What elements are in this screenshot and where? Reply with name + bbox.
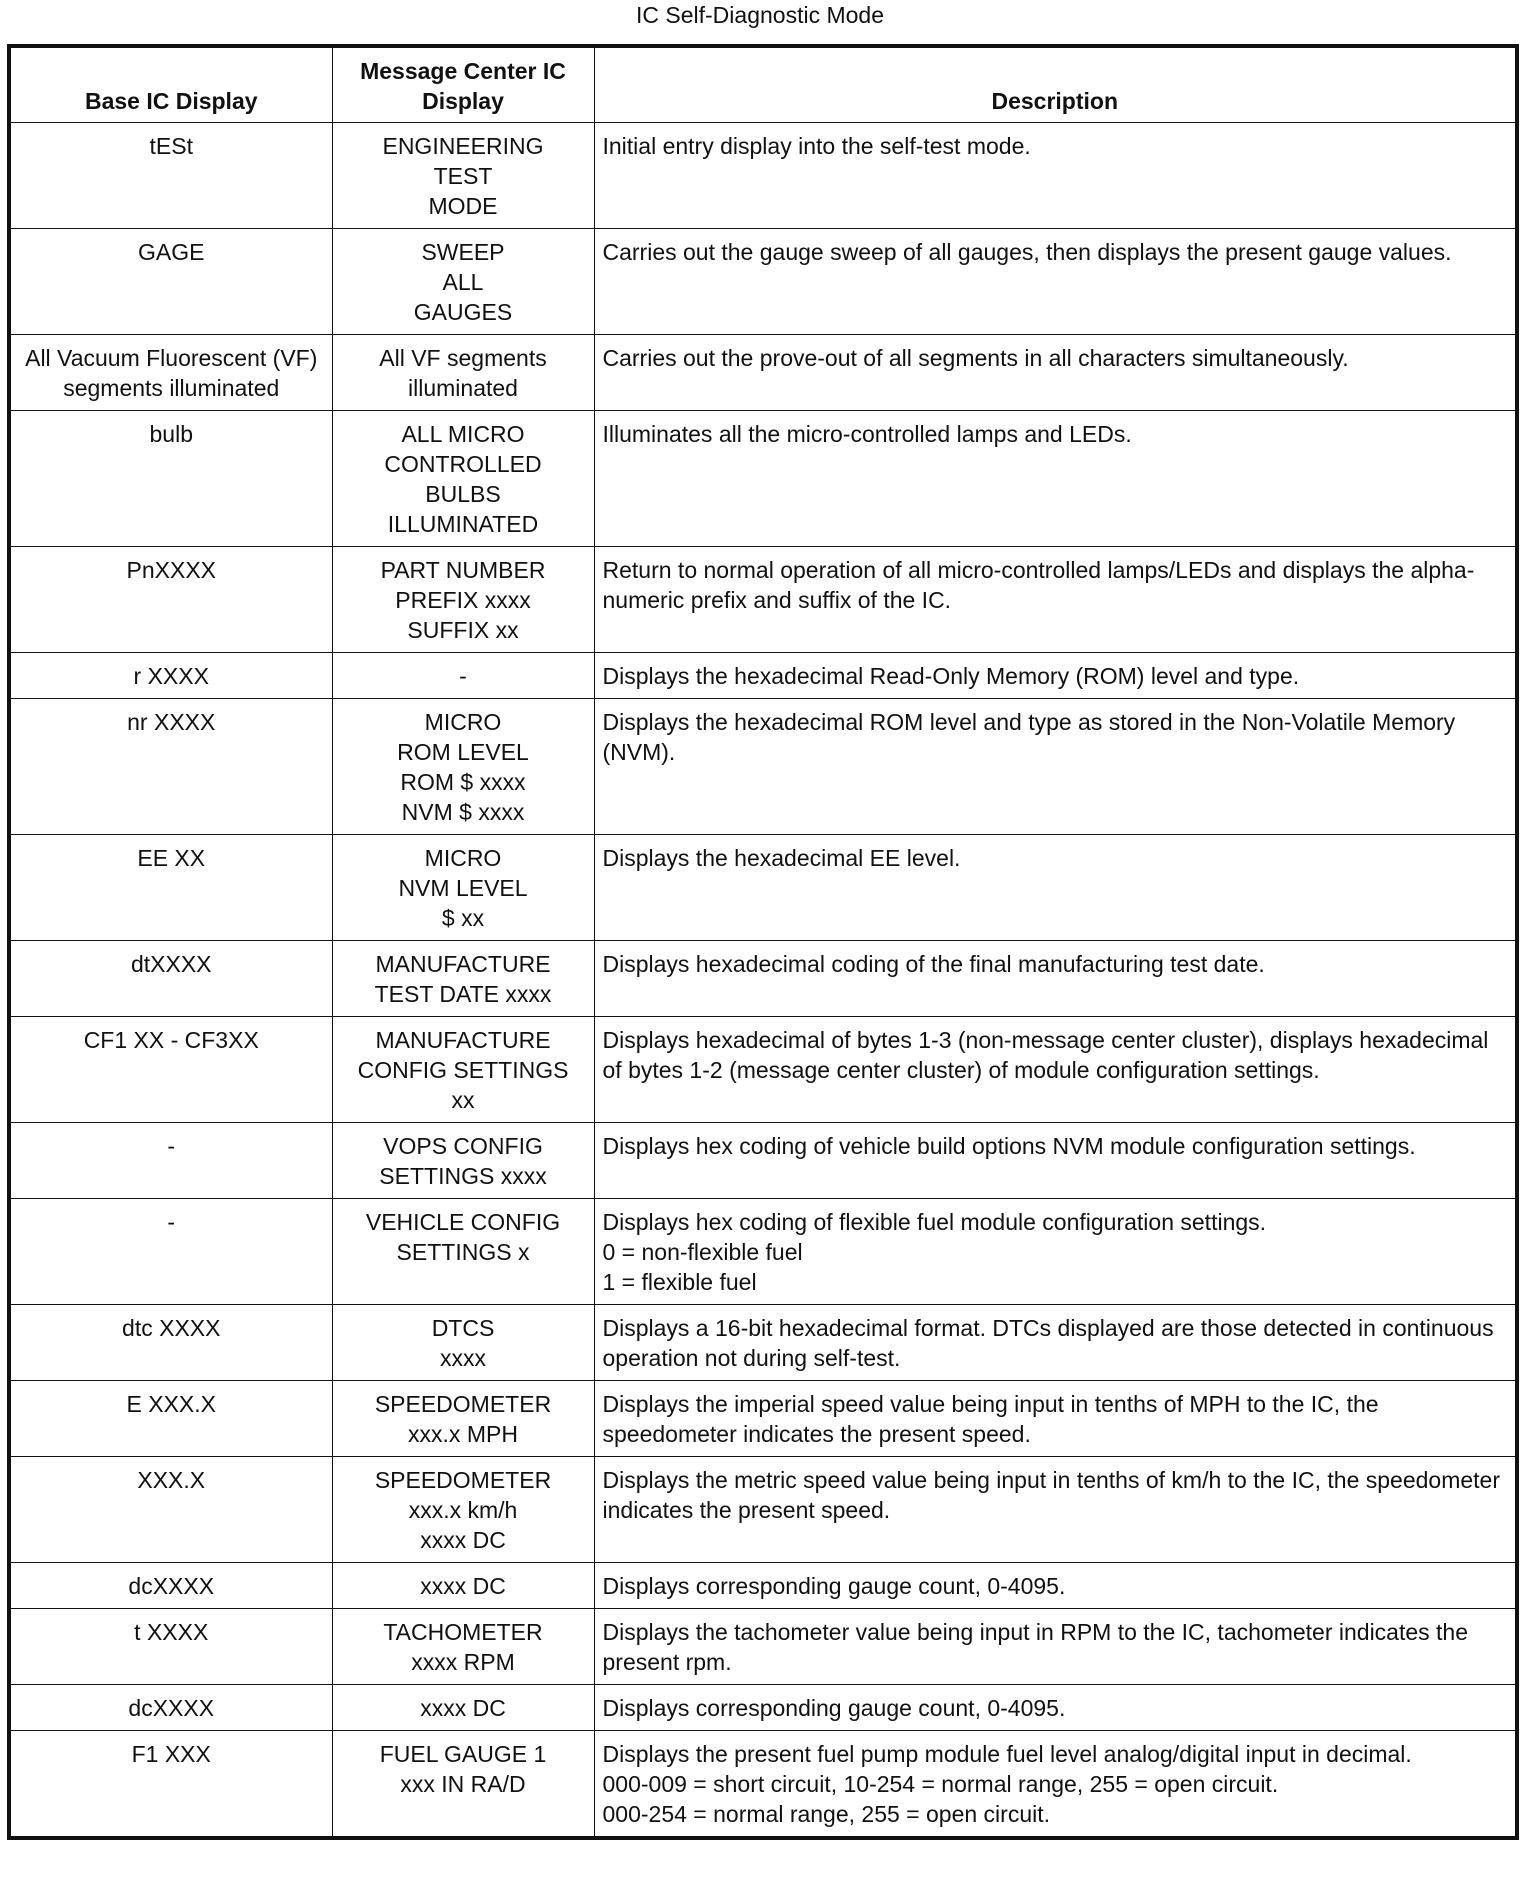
table-row [9,547,1517,653]
description-cell [594,335,1517,411]
cell-text-line: Displays hexadecimal coding of the final manufacturing test date. [602,951,1265,977]
cell-text-line: VOPS CONFIG [383,1133,543,1159]
table-header-row [9,46,1517,123]
cell-text-line: - [459,663,467,689]
cell-text-line: Displays the imperial speed value being input in tenths of MPH to the IC, the speedometer indicates the present speed. [602,1391,1379,1447]
cell-text-line: Return to normal operation of all micro-controlled lamps/LEDs and displays the alpha-numeric prefix and suffix of the IC. [602,557,1475,613]
cell-text-line: xxx.x km/h [408,1497,518,1523]
message-center-display-cell [332,335,594,411]
message-center-display-cell [332,835,594,941]
cell-text-line: xxxx DC [420,1695,506,1721]
cell-text-line: CONFIG SETTINGS [357,1057,569,1083]
cell-text-line: SETTINGS x [396,1239,530,1265]
cell-text-line: Displays corresponding gauge count, 0-4095. [602,1573,1066,1599]
message-center-display-cell [332,1123,594,1199]
description-cell [594,699,1517,835]
cell-text-line: nr XXXX [127,709,216,735]
description-cell [594,411,1517,547]
message-center-display-cell [332,547,594,653]
description-cell [594,1685,1517,1731]
base-ic-display-cell [9,547,332,653]
cell-text-line: MICRO [424,709,502,735]
cell-text-line: MANUFACTURE [375,951,551,977]
cell-text-line: EE XX [137,845,206,871]
cell-text-line: dtc XXXX [122,1315,221,1341]
base-ic-display-cell [9,653,332,699]
message-center-display-cell [332,653,594,699]
message-center-display-cell [332,699,594,835]
cell-text-line: tESt [149,133,193,159]
cell-text-line: ALL MICRO [401,421,525,447]
cell-text-line: SWEEP [421,239,505,265]
cell-text-line: Displays hex coding of flexible fuel module configuration settings. [602,1209,1267,1235]
message-center-display-cell [332,1563,594,1609]
cell-text-line: ROM $ xxxx [400,769,526,795]
cell-text-line: VEHICLE CONFIG [365,1209,561,1235]
cell-text-line: CONTROLLED [384,451,542,477]
message-center-display-cell [332,1731,594,1839]
cell-text-line: $ xx [441,905,485,931]
table-row [9,1123,1517,1199]
cell-text-line: TEST DATE xxxx [374,981,552,1007]
cell-text-line: PART NUMBER [380,557,546,583]
document-title: IC Self-Diagnostic Mode [636,2,884,28]
table-body [9,123,1517,1839]
cell-text-line: TACHOMETER [383,1619,543,1645]
cell-text-line: xxxx RPM [411,1649,515,1675]
cell-text-line: Displays the metric speed value being input in tenths of km/h to the IC, the speedometer indicates the present speed. [602,1467,1500,1523]
cell-text-line: xxxx DC [420,1527,506,1553]
cell-text-line: Initial entry display into the self-test mode. [602,133,1031,159]
cell-text-line: FUEL GAUGE 1 [379,1741,547,1767]
cell-text-line: PREFIX xxxx [395,587,531,613]
message-center-display-cell [332,411,594,547]
table-row [9,653,1517,699]
cell-text-line: xxx.x MPH [408,1421,518,1447]
base-ic-display-cell [9,1305,332,1381]
cell-text-line: GAUGES [413,299,513,325]
cell-text-line: MICRO [424,845,502,871]
table-row [9,699,1517,835]
cell-text-line: Carries out the gauge sweep of all gauges, then displays the present gauge values. [602,239,1452,265]
description-cell [594,1381,1517,1457]
base-ic-display-cell [9,1017,332,1123]
description-cell [594,547,1517,653]
cell-text-line: NVM $ xxxx [401,799,525,825]
cell-text-line: PnXXXX [126,557,216,583]
cell-text-line: ILLUMINATED [387,511,539,537]
cell-text-line: F1 XXX [131,1741,211,1767]
base-ic-display-cell [9,1731,332,1839]
cell-text-line: - [167,1209,176,1235]
message-center-display-cell [332,1457,594,1563]
table-row [9,1563,1517,1609]
base-ic-display-cell [9,699,332,835]
cell-text-line: XXX.X [137,1467,206,1493]
message-center-display-cell [332,1017,594,1123]
cell-text-line: SETTINGS xxxx [379,1163,547,1189]
base-ic-display-cell [9,1609,332,1685]
table-row [9,1381,1517,1457]
cell-text-line: xxxx [440,1345,486,1371]
self-diagnostic-table [7,44,1519,1840]
message-center-display-cell [332,1305,594,1381]
cell-text-line: xxxx DC [420,1573,506,1599]
cell-text-line: MANUFACTURE [375,1027,551,1053]
header-description: Description [594,46,1517,123]
base-ic-display-cell [9,335,332,411]
cell-text-line: SPEEDOMETER [374,1391,552,1417]
cell-text-line: 0 = non-flexible fuel [602,1239,803,1265]
cell-text-line: Displays hexadecimal of bytes 1-3 (non-message center cluster), displays hexadecimal of bytes 1-2 (message center cluster) of module configuration settings. [602,1027,1489,1083]
table-row [9,941,1517,1017]
table-row [9,1609,1517,1685]
description-cell [594,1457,1517,1563]
cell-text-line: TEST [433,163,493,189]
base-ic-display-cell [9,941,332,1017]
base-ic-display-cell [9,1381,332,1457]
header-message-center-ic-display: Message Center IC Display [332,46,594,123]
table-row [9,835,1517,941]
description-cell [594,229,1517,335]
cell-text-line: r XXXX [133,663,209,689]
description-cell [594,1731,1517,1839]
description-cell [594,1017,1517,1123]
message-center-display-cell [332,1199,594,1305]
base-ic-display-cell [9,411,332,547]
base-ic-display-cell [9,1199,332,1305]
base-ic-display-cell [9,123,332,229]
cell-text-line: t XXXX [134,1619,209,1645]
table-row [9,1305,1517,1381]
cell-text-line: NVM LEVEL [398,875,528,901]
description-cell [594,1609,1517,1685]
description-cell [594,1563,1517,1609]
cell-text-line: Displays a 16-bit hexadecimal format. DTCs displayed are those detected in continuous operation not during self-test. [602,1315,1494,1371]
table-row [9,1685,1517,1731]
cell-text-line: bulb [149,421,193,447]
message-center-display-cell [332,229,594,335]
cell-text-line: Displays corresponding gauge count, 0-4095. [602,1695,1066,1721]
cell-text-line: ALL [442,269,484,295]
base-ic-display-cell [9,1563,332,1609]
header-base-ic-display: Base IC Display [9,46,332,123]
cell-text-line: dcXXXX [128,1695,215,1721]
cell-text-line: Displays the hexadecimal ROM level and type as stored in the Non-Volatile Memory (NVM). [602,709,1456,765]
base-ic-display-cell [9,229,332,335]
cell-text-line: All Vacuum Fluorescent (VF) segments illuminated [25,345,318,401]
cell-text-line: CF1 XX - CF3XX [83,1027,259,1053]
cell-text-line: MODE [428,193,498,219]
cell-text-line: xx [451,1087,475,1113]
cell-text-line: xxx IN RA/D [400,1771,526,1797]
base-ic-display-cell [9,1685,332,1731]
cell-text-line: - [167,1133,176,1159]
cell-text-line: Illuminates all the micro-controlled lamps and LEDs. [602,421,1132,447]
cell-text-line: 000-009 = short circuit, 10-254 = normal range, 255 = open circuit. [602,1771,1279,1797]
cell-text-line: dcXXXX [128,1573,215,1599]
cell-text-line: ENGINEERING [382,133,544,159]
cell-text-line: 000-254 = normal range, 255 = open circuit. [602,1801,1051,1827]
cell-text-line: E XXX.X [126,1391,216,1417]
table-row [9,1731,1517,1839]
message-center-display-cell [332,941,594,1017]
table-row [9,1017,1517,1123]
cell-text-line: Displays the present fuel pump module fuel level analog/digital input in decimal. [602,1741,1412,1767]
table-row [9,123,1517,229]
cell-text-line: Displays hex coding of vehicle build options NVM module configuration settings. [602,1133,1416,1159]
cell-text-line: Carries out the prove-out of all segments in all characters simultaneously. [602,345,1349,371]
cell-text-line: Displays the hexadecimal EE level. [602,845,961,871]
description-cell [594,123,1517,229]
message-center-display-cell [332,1685,594,1731]
cell-text-line: All VF segments illuminated [379,345,547,401]
message-center-display-cell [332,123,594,229]
cell-text-line: dtXXXX [130,951,212,977]
description-cell [594,1123,1517,1199]
table-row [9,1457,1517,1563]
table-row [9,335,1517,411]
cell-text-line: 1 = flexible fuel [602,1269,757,1295]
base-ic-display-cell [9,1457,332,1563]
cell-text-line: SPEEDOMETER [374,1467,552,1493]
description-cell [594,1199,1517,1305]
table-row [9,1199,1517,1305]
description-cell [594,1305,1517,1381]
cell-text-line: Displays the tachometer value being input in RPM to the IC, tachometer indicates the present rpm. [602,1619,1469,1675]
cell-text-line: DTCS [431,1315,495,1341]
cell-text-line: ROM LEVEL [397,739,529,765]
cell-text-line: BULBS [425,481,501,507]
message-center-display-cell [332,1381,594,1457]
base-ic-display-cell [9,835,332,941]
description-cell [594,653,1517,699]
cell-text-line: SUFFIX xx [407,617,519,643]
message-center-display-cell [332,1609,594,1685]
description-cell [594,941,1517,1017]
cell-text-line: GAGE [138,239,205,265]
table-row [9,411,1517,547]
base-ic-display-cell [9,1123,332,1199]
description-cell [594,835,1517,941]
cell-text-line: Displays the hexadecimal Read-Only Memory (ROM) level and type. [602,663,1300,689]
table-row [9,229,1517,335]
